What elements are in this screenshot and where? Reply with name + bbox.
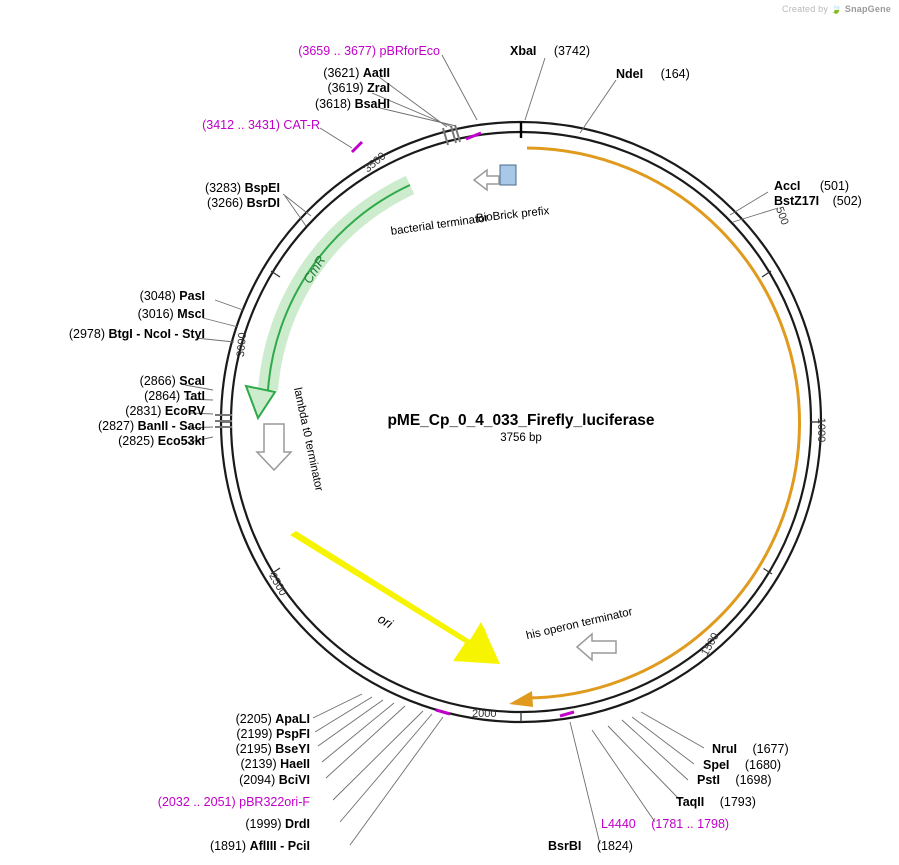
site-pos: (2205) xyxy=(235,712,272,726)
site-name: TaqII xyxy=(676,795,705,809)
site-pos: (3619) xyxy=(327,81,364,95)
site-name: NruI xyxy=(712,742,737,756)
site-pos: (164) xyxy=(660,67,690,81)
his-operon-terminator-arrow xyxy=(577,634,616,660)
ruler-ticks xyxy=(221,271,821,722)
site-pos: (3016) xyxy=(137,307,174,321)
site-pos: (3412 .. 3431) xyxy=(202,118,280,132)
site-pos: (2199) xyxy=(236,727,273,741)
site-pos: (2864) xyxy=(144,389,181,403)
site-label-nrui[interactable] xyxy=(712,742,789,756)
site-label-pasi[interactable] xyxy=(20,289,205,303)
watermark-prefix: Created by xyxy=(782,4,829,14)
site-name: PstI xyxy=(697,773,720,787)
site-name: BciVI xyxy=(278,773,310,787)
site-label-btgi-ncoi-styi[interactable] xyxy=(2,327,205,341)
biobrick-prefix-box xyxy=(500,165,516,185)
site-pos: (1698) xyxy=(735,773,772,787)
site-pos: (502) xyxy=(832,194,862,208)
site-label-bseyi[interactable] xyxy=(140,742,310,756)
site-name: pBR322ori-F xyxy=(239,795,310,809)
site-label-eco53ki[interactable] xyxy=(10,434,205,448)
tick-500: 500 xyxy=(773,205,791,227)
site-name: CAT-R xyxy=(283,118,320,132)
site-label-haeii[interactable] xyxy=(140,757,310,771)
site-label-banii-saci[interactable] xyxy=(10,419,205,433)
site-name: BseYI xyxy=(275,742,310,756)
site-label-acci[interactable] xyxy=(774,179,849,193)
site-label-bsrbi[interactable] xyxy=(548,839,633,853)
watermark-brand: SnapGene xyxy=(844,4,891,14)
site-pos: (501) xyxy=(819,179,850,193)
cmr-feature-arc xyxy=(268,185,410,390)
site-pos: (3618) xyxy=(314,97,352,111)
site-pos: (3283) xyxy=(204,181,242,195)
site-name: BstZ17I xyxy=(774,194,820,208)
plasmid-size: 3756 bp xyxy=(500,432,542,444)
site-pos: (1781 .. 1798) xyxy=(651,817,730,831)
site-name: BanII - SacI xyxy=(137,419,205,433)
site-label-spei[interactable] xyxy=(703,758,781,772)
bacterial-terminator-arrow xyxy=(474,170,499,190)
site-pos: (2978) xyxy=(68,327,105,341)
site-label-cat-r[interactable] xyxy=(130,118,320,132)
site-pos: (3659 .. 3677) xyxy=(298,44,377,58)
site-label-bsrdi[interactable] xyxy=(110,196,280,210)
site-name: BsrDI xyxy=(246,196,280,210)
site-pos: (3048) xyxy=(139,289,176,303)
site-label-bsahi[interactable] xyxy=(180,97,390,111)
site-label-bstz17i[interactable] xyxy=(774,194,862,208)
gray-site-marks xyxy=(215,125,460,427)
site-name: AatII xyxy=(362,66,390,80)
feature-label-lambda-t0: lambda t0 terminator xyxy=(291,386,325,493)
site-name: BtgI - NcoI - StyI xyxy=(108,327,205,341)
site-name: MscI xyxy=(177,307,205,321)
site-pos: (3266) xyxy=(207,196,244,210)
orange-arrowhead xyxy=(509,691,533,707)
site-label-tati[interactable] xyxy=(20,389,205,403)
site-pos: (1824) xyxy=(596,839,633,853)
tick-2500: 2500 xyxy=(266,570,289,599)
plasmid-name: pME_Cp_0_4_033_Firefly_luciferase xyxy=(387,412,655,429)
site-name: L4440 xyxy=(601,817,636,831)
site-name: AflIII - PciI xyxy=(249,839,310,853)
site-pos: (2032 .. 2051) xyxy=(157,795,236,809)
site-pos: (1677) xyxy=(752,742,789,756)
site-label-pbr322ori-f[interactable] xyxy=(110,795,310,809)
site-name: BspEI xyxy=(244,181,280,195)
cmr-arrowhead xyxy=(246,386,275,418)
tick-2000: 2000 xyxy=(472,708,497,720)
site-pos: (2195) xyxy=(235,742,272,756)
snapgene-leaf-icon: 🍃 xyxy=(830,4,843,14)
site-pos: (2094) xyxy=(239,773,276,787)
site-label-aatii[interactable] xyxy=(180,66,390,80)
site-name: ApaLI xyxy=(275,712,310,726)
site-label-afliii-pcii[interactable] xyxy=(140,839,310,853)
site-label-ecorv[interactable] xyxy=(20,404,205,418)
site-pos: (3621) xyxy=(323,66,360,80)
tick-3000: 3000 xyxy=(234,332,250,358)
site-label-pspfi[interactable] xyxy=(140,727,310,741)
tick-1500: 1500 xyxy=(699,630,722,659)
ori-arrow xyxy=(290,531,500,664)
site-name: BsrBI xyxy=(548,839,582,853)
site-pos: (1999) xyxy=(245,817,282,831)
site-name: TatI xyxy=(183,389,205,403)
feature-label-biobrick-prefix: BioBrick prefix xyxy=(475,205,550,225)
site-name: DrdI xyxy=(285,817,310,831)
site-label-bspei[interactable] xyxy=(110,181,280,195)
site-pos: (1680) xyxy=(744,758,782,772)
feature-label-ori: ori xyxy=(375,610,396,632)
site-pos: (2827) xyxy=(97,419,135,433)
site-name: XbaI xyxy=(510,44,537,58)
site-name: SpeI xyxy=(703,758,730,772)
site-pos: (2831) xyxy=(125,404,162,418)
site-pos: (2139) xyxy=(240,757,277,771)
site-name: NdeI xyxy=(616,67,644,81)
site-label-drdi[interactable] xyxy=(170,817,310,831)
site-pos: (3742) xyxy=(553,44,591,58)
site-name: EcoRV xyxy=(164,404,205,418)
lambda-t0-terminator-arrow xyxy=(257,424,291,470)
site-pos: (2825) xyxy=(118,434,155,448)
site-label-l4440[interactable] xyxy=(601,817,729,831)
site-name: ScaI xyxy=(179,374,205,388)
site-name: HaeII xyxy=(280,757,310,771)
site-name: Eco53kI xyxy=(157,434,205,448)
site-name: ZraI xyxy=(367,81,390,95)
site-label-msci[interactable] xyxy=(20,307,205,321)
site-label-pbrforeco[interactable] xyxy=(180,44,440,58)
site-label-taqii[interactable] xyxy=(676,795,756,809)
tick-1000: 1000 xyxy=(815,417,827,443)
site-name: pBRforEco xyxy=(379,44,440,58)
site-pos: (1891) xyxy=(209,839,247,853)
feature-label-cmr: CmR xyxy=(299,253,329,287)
site-label-zrai[interactable] xyxy=(180,81,390,95)
site-label-scai[interactable] xyxy=(20,374,205,388)
site-label-psti[interactable] xyxy=(697,773,772,787)
site-name: BsaHI xyxy=(354,97,390,111)
tick-3500: 3500 xyxy=(361,150,389,176)
feature-label-his-operon: his operon terminator xyxy=(525,606,634,643)
feature-label-bacterial-terminator: bacterial terminator xyxy=(390,212,490,238)
site-name: PasI xyxy=(179,289,205,303)
site-name: PspFI xyxy=(275,727,310,741)
site-pos: (2866) xyxy=(139,374,176,388)
site-pos: (1793) xyxy=(719,795,756,809)
site-label-xbai[interactable] xyxy=(510,44,590,58)
site-label-bcivi[interactable] xyxy=(140,773,310,787)
site-label-ndei[interactable] xyxy=(616,67,690,81)
site-label-apali[interactable] xyxy=(140,712,310,726)
site-name: AccI xyxy=(774,179,801,193)
